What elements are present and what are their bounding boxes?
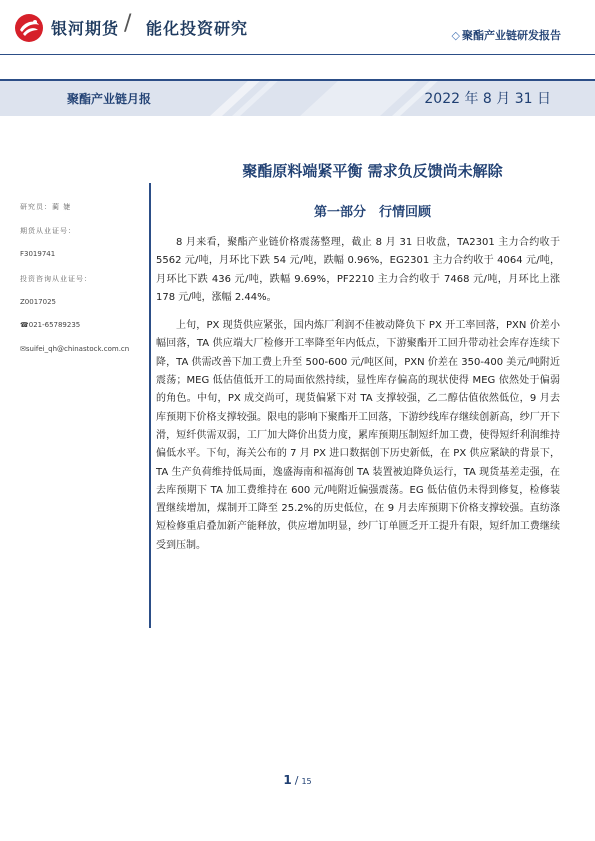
band-label: 聚酯产业链月报 [67,92,152,106]
diamond-icon: ◇ [451,29,460,42]
analyst-label: 研究员： [20,203,52,211]
page-total: 15 [301,777,312,786]
header-divider-slash: / [124,11,132,36]
sidebar-divider [149,183,151,628]
email-address[interactable]: suifei_qh@chinastock.com.cn [25,345,130,353]
page-separator: / [294,774,299,787]
page-number [0,773,595,787]
report-date: 2022 年 8 月 31 日 [424,91,551,107]
phone-icon: ☎ [20,321,29,329]
report-band [0,79,595,116]
phone-number: 021-65789235 [28,321,81,329]
paragraph-summary: 8 月来看，聚酯产业链价格震荡整理，截止 8 月 31 日收盘，TA2301 主力合约收于 5562 元/吨，月环比下跌 54 元/吨，跌幅 0.96%，EG2301 主力合约收于 4064 元/吨，月环比下跌 436 元/吨，跌幅 9.69%，PF2210 主力合约收于 7468 元/吨，月环比上涨 178 元/吨，涨幅 2.44%。 [156,237,560,303]
analyst-name: 蔺 婕 [52,203,72,211]
header-rule [0,54,595,55]
report-type [452,27,561,43]
division-name: 能化投资研究 [146,19,249,38]
article-body [156,234,560,565]
phone-row [20,321,80,329]
galaxy-futures-logo-icon [14,13,44,43]
page-current: 1 [283,773,292,787]
report-title: 聚酯原料端紧平衡 需求负反馈尚未解除 [242,162,503,180]
envelope-icon: ✉ [20,345,26,353]
analyst-row [20,202,71,212]
advisory-cert-number: Z0017025 [20,298,56,306]
report-type-label: 聚酯产业链研发报告 [462,29,561,42]
paragraph-detail: 上旬，PX 现货供应紧张，国内炼厂利润不佳被动降负下 PX 开工率回落，PXN 价差小幅回落，TA 供应端大厂检修开工率降至年内低点，下游聚酯开工回升带动社会库存连续下降，TA 供需改善下加工费上升至 500-600 元/吨区间，PXN 价差在 350-400 美元/吨附近震荡；MEG 低估值低开工的局面依然持续，显性库存偏高的现状使得 MEG 依然处于偏弱的角色。中旬，PX 成交尚可，现货偏紧下对 TA 支撑较强，乙二醇估值依然低位，9 月去库预期下价格支撑较强。限电的影响下聚酯开工回落，下游纱线库存继续创新高，纱厂开下滑，短纤供需双弱，工厂加大降价出货力度，累库预期压制短纤加工费，使得短纤利润维持偏低水平。下旬，海关公布的 7 月 PX 进口数据创下历史新低，在 PX 供应紧缺的背景下，TA 生产负荷维持低局面，逸盛海南和福海创 TA 装置被迫降负运行，TA 现货基差走强，在去库预期下 TA 加工费维持在 600 元/吨附近偏强震荡。EG 低估值仍未得到修复，检修装置继续增加，煤制开工降至 25.2%的历史低位，在 9 月去库预期下价格支撑较强。直纺涤短检修重启叠加新产能释放，供应增加明显，纱厂订单匮乏开工提升有限，短纤加工费继续受到压制。 [156,320,560,551]
section-title: 第一部分 行情回顾 [313,205,431,220]
brand-name: 银河期货 [51,19,120,38]
futures-cert-label: 期货从业证号： [20,227,76,235]
band-top-rule [0,79,595,81]
futures-cert-number: F3019741 [20,250,56,258]
email-row[interactable] [20,345,129,353]
advisory-cert-label: 投资咨询从业证号： [20,275,92,283]
